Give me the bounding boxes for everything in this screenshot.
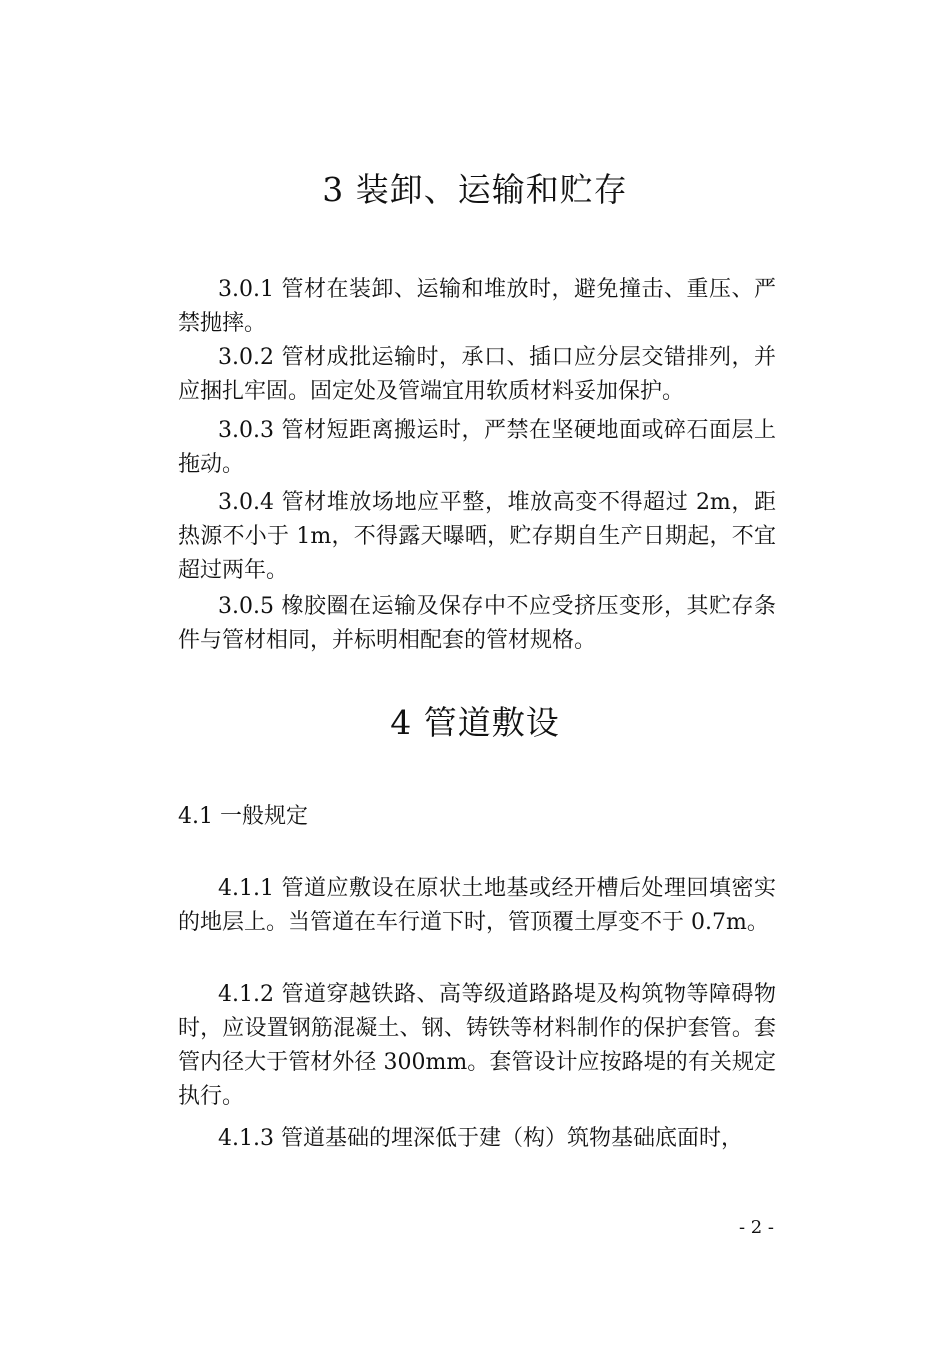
clause-3-0-1: 3.0.1 管材在装卸、运输和堆放时，避免撞击、重压、严禁抛摔。	[178, 277, 776, 336]
clause-4-1-3: 4.1.3 管道基础的埋深低于建（构）筑物基础底面时，	[218, 1126, 743, 1151]
clause-3-0-2: 3.0.2 管材成批运输时，承口、插口应分层交错排列，并应捆扎牢固。固定处及管端宜用软质材料妥加保护。	[178, 345, 776, 404]
subsection-4-1-title: 4.1 一般规定	[178, 804, 308, 829]
clause-3-0-3: 3.0.3 管材短距离搬运时，严禁在坚硬地面或碎石面层上拖动。	[178, 418, 776, 477]
page-number: - 2 -	[738, 1217, 774, 1238]
clause-4-1-2: 4.1.2 管道穿越铁路、高等级道路路堤及构筑物等障碍物时，应设置钢筋混凝土、钢、铸铁等材料制作的保护套管。套管内径大于管材外径 300mm。套管设计应按路堤的有关规定执行。	[178, 982, 776, 1109]
section-4-title: 4 管道敷设	[390, 703, 560, 742]
clause-3-0-4: 3.0.4 管材堆放场地应平整，堆放高变不得超过 2m，距热源不小于 1m，不得露天曝晒，贮存期自生产日期起，不宜超过两年。	[178, 490, 776, 583]
section-3-title: 3 装卸、运输和贮存	[322, 170, 628, 209]
clause-3-0-5: 3.0.5 橡胶圈在运输及保存中不应受挤压变形，其贮存条件与管材相同，并标明相配套的管材规格。	[178, 594, 776, 653]
clause-4-1-1: 4.1.1 管道应敷设在原状土地基或经开槽后处理回填密实的地层上。当管道在车行道下时，管顶覆土厚变不于 0.7m。	[178, 876, 776, 935]
